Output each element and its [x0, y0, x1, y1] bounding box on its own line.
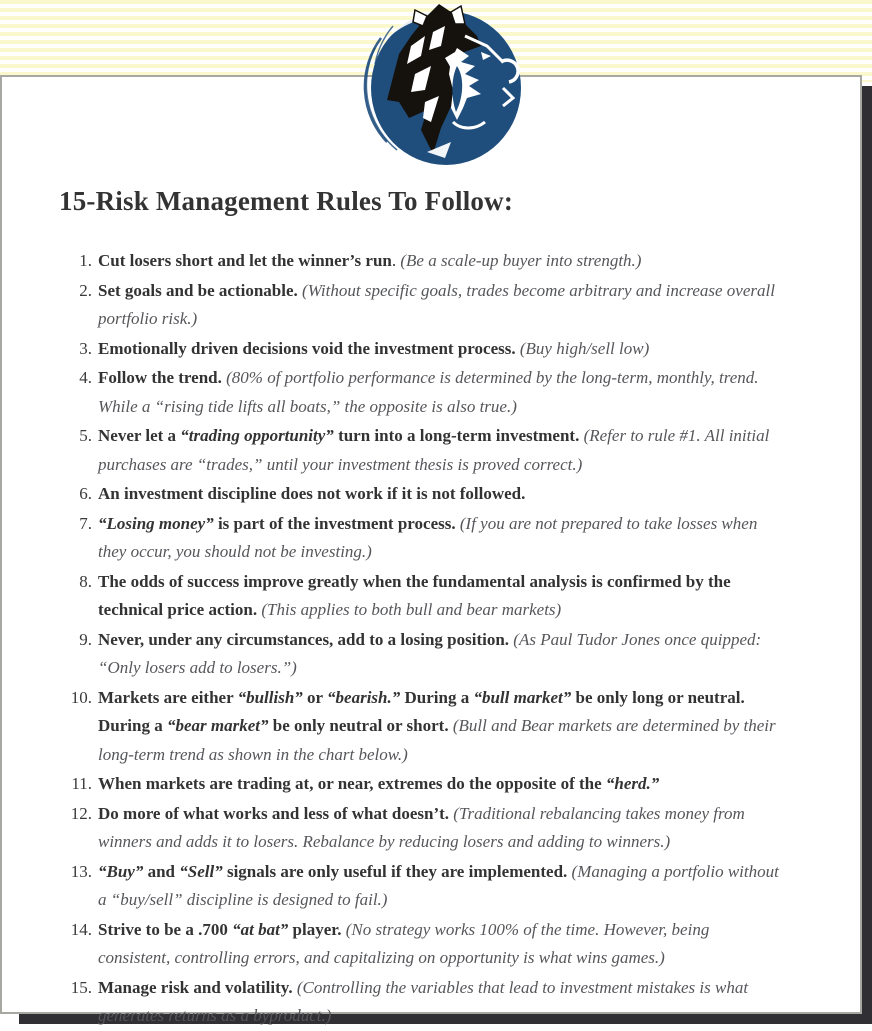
rule-number: 5.	[79, 426, 92, 445]
rule-item	[59, 277, 785, 334]
rule-number: 10.	[70, 687, 92, 707]
rule-number: 11.	[71, 774, 92, 793]
rule-text-segment: (Bull and Bear markets are determined by their long-term trend as shown in the chart below.)	[98, 716, 776, 764]
bull-and-bear-logo-icon	[353, 2, 529, 168]
rule-text-segment: “bear market”	[166, 716, 269, 735]
rule-text-segment: (Buy high/sell low)	[519, 338, 650, 358]
rule-item	[59, 770, 785, 799]
rule-number: 9.	[79, 629, 92, 649]
rule-number: 1.	[79, 251, 92, 270]
rule-text-segment: “bull market”	[473, 687, 572, 707]
rule-item	[59, 916, 785, 973]
rule-text-segment: (Controlling the variables that lead to investment mistakes is what generates returns as a byproduct.)	[98, 977, 749, 1025]
rule-text-segment: The odds of success improve greatly when the fundamental analysis is confirmed by the technical price action.	[98, 571, 731, 619]
rule-text-segment: (This applies to both bull and bear markets)	[261, 600, 562, 619]
rule-text-segment: Emotionally driven decisions void the investment process.	[98, 338, 520, 358]
rule-text-segment: (Refer to rule #1. All initial purchases are “trades,” until your investment thesis is proved correct.)	[98, 426, 770, 474]
rule-number: 15.	[70, 977, 92, 997]
rule-text-segment: (If you are not prepared to take losses when they occur, you should not be investing.)	[98, 513, 758, 561]
rule-text-segment: and	[143, 861, 180, 881]
rule-item	[59, 684, 785, 770]
rule-text-segment: or	[302, 687, 328, 707]
rule-text-segment: signals are only useful if they are implemented.	[222, 861, 572, 881]
rule-item	[59, 335, 785, 364]
rule-item	[59, 800, 785, 857]
rule-item	[59, 858, 785, 915]
rule-text-segment: Strive to be a .700	[98, 919, 233, 939]
rule-text-segment: Do more of what works and less of what doesn’t.	[98, 803, 454, 823]
rule-text-segment: “herd.”	[605, 774, 660, 793]
rule-item	[59, 480, 785, 509]
rule-text-segment: Markets are either	[98, 687, 238, 707]
rule-item	[59, 974, 785, 1031]
rule-text-segment: Never, under any circumstances, add to a losing position.	[98, 629, 514, 649]
rule-item	[59, 568, 785, 625]
page-title: 15-Risk Management Rules To Follow:	[59, 186, 514, 216]
rule-item	[59, 422, 785, 479]
rule-text-segment: “bearish.”	[327, 687, 401, 707]
rule-text-segment: An investment discipline does not work if it is not followed.	[98, 484, 526, 503]
rule-text-segment: (Managing a portfolio without a “buy/sell” discipline is designed to fail.)	[98, 861, 779, 909]
rule-text-segment: Follow the trend.	[98, 368, 227, 387]
rule-text-segment: “Sell”	[179, 861, 223, 881]
rule-text-segment: be only neutral or short.	[268, 716, 453, 735]
rule-text-segment: “Buy”	[98, 861, 144, 881]
rule-text-segment: “trading opportunity”	[180, 426, 334, 445]
rule-item	[59, 510, 785, 567]
rule-text-segment: “at bat”	[232, 919, 289, 939]
rule-number: 13.	[70, 861, 92, 881]
rule-number: 7.	[79, 513, 92, 533]
rule-text-segment: .	[391, 251, 401, 270]
rule-number: 6.	[79, 484, 92, 503]
rule-number: 2.	[79, 280, 92, 300]
rule-text-segment: (As Paul Tudor Jones once quipped: “Only losers add to losers.”)	[98, 629, 762, 677]
rule-text-segment: When markets are trading at, or near, extremes do the opposite of the	[98, 774, 606, 793]
rules-list	[59, 247, 785, 1031]
rule-text-segment: “bullish”	[237, 687, 303, 707]
rule-text-segment: During a	[400, 687, 474, 707]
rule-item	[59, 364, 785, 421]
rule-number: 3.	[79, 338, 92, 358]
rule-text-segment: Cut losers short and let the winner’s run	[98, 251, 392, 270]
rule-text-segment: Set goals and be actionable.	[98, 280, 303, 300]
rule-text-segment: (No strategy works 100% of the time. However, being consistent, controlling errors, and capitalizing on opportunity is what wins games.)	[98, 919, 710, 967]
rule-number: 12.	[70, 803, 92, 823]
rule-text-segment: be only long or neutral. During a	[98, 687, 745, 735]
rule-item	[59, 247, 785, 276]
rule-text-segment: “Losing money”	[98, 513, 214, 533]
rule-text-segment: Never let a	[98, 426, 181, 445]
rule-text-segment: player.	[288, 919, 346, 939]
rule-text-segment: (80% of portfolio performance is determined by the long-term, monthly, trend. While a “rising tide lifts all boats,” the opposite is also true.)	[98, 368, 759, 416]
rule-number: 14.	[70, 919, 92, 939]
rule-text-segment: turn into a long-term investment.	[333, 426, 584, 445]
rule-number: 4.	[79, 368, 92, 387]
rule-text-segment: (Be a scale-up buyer into strength.)	[400, 251, 642, 270]
rule-text-segment: (Traditional rebalancing takes money from winners and adds it to losers. Rebalance by reducing losers and adding to winners.)	[98, 803, 745, 851]
rule-text-segment: is part of the investment process.	[213, 513, 460, 533]
rule-text-segment: Manage risk and volatility.	[98, 977, 297, 997]
content-card	[0, 75, 862, 1025]
rule-number: 8.	[79, 571, 92, 591]
rule-item	[59, 626, 785, 683]
rule-text-segment: (Without specific goals, trades become arbitrary and increase overall portfolio risk.)	[98, 280, 775, 328]
